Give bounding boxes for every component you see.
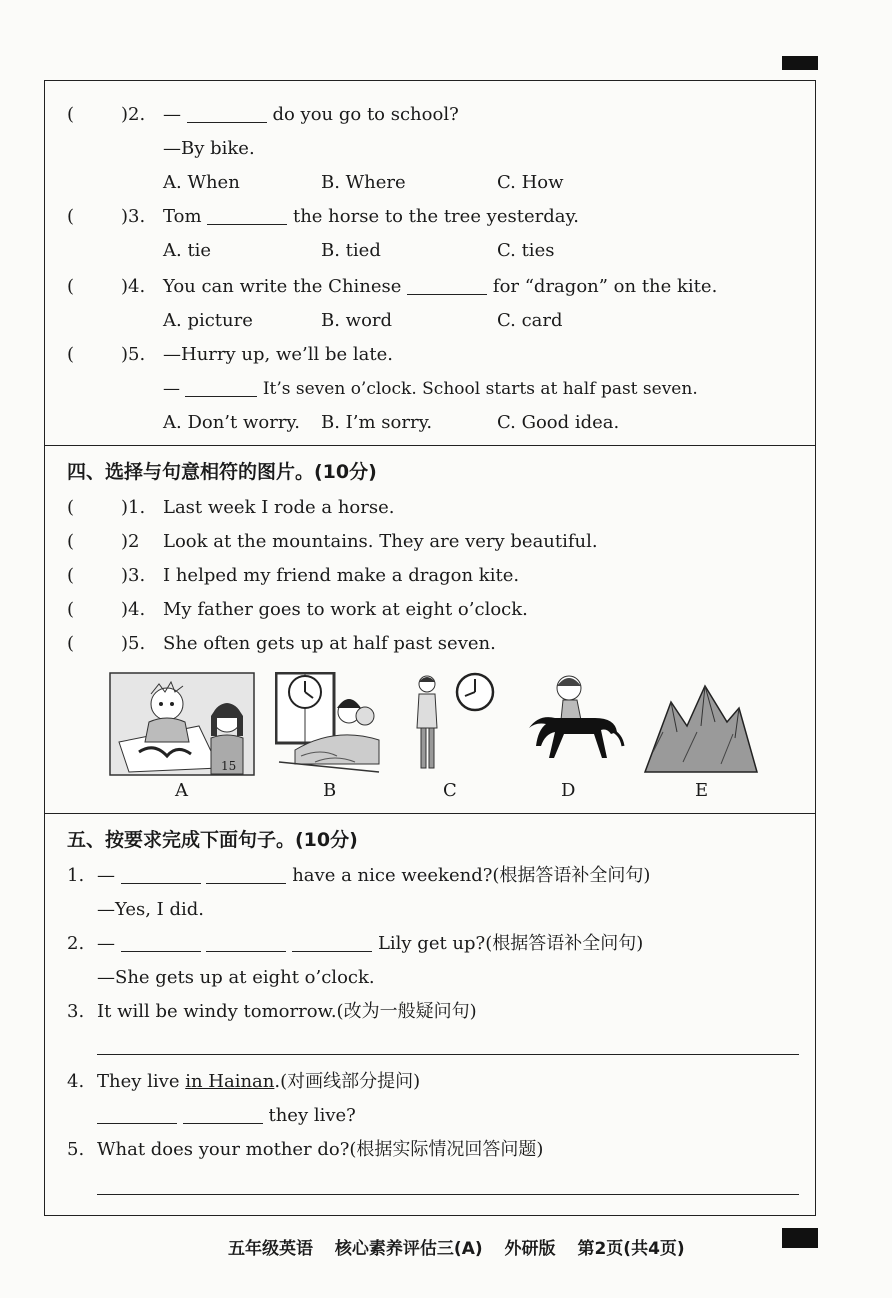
option-a[interactable]: A. Don’t worry. [163,412,300,433]
list-item: ( )3. I helped my friend make a dragon kite. [67,565,520,586]
list-item: ( )5. She often gets up at half past seven. [67,633,496,654]
exam-frame [44,80,816,1216]
man-with-clock-picture [411,672,497,776]
option-c[interactable]: C. ties [497,240,555,261]
horse-riding-picture [515,672,625,776]
option-c[interactable]: C. How [497,172,564,193]
options-3-4 [45,307,815,335]
question-5-3: 3. It will be windy tomorrow.(改为一般疑问句) [67,1001,477,1022]
underlined-phrase: in Hainan [185,1071,275,1092]
footer-grade: 五年级英语 [228,1239,313,1259]
option-c[interactable]: C. card [497,310,563,331]
list-item: ( )2 Look at the mountains. They are very beautiful. [67,531,598,552]
svg-text:15: 15 [221,759,237,773]
section-5-title: 五、按要求完成下面句子。(10分) [67,829,358,851]
footer-edition: 外研版 [504,1239,556,1259]
question-3-4: ( )4. You can write the Chinese for “dragon” on the kite. [67,276,718,297]
section-4-title: 四、选择与句意相符的图片。(10分) [67,461,377,483]
answer-blank[interactable] [185,376,257,397]
answer-line[interactable] [97,1054,799,1055]
question-5-2: 2. — Lily get up?(根据答语补全问句) [67,933,644,954]
footer-page-number: 第2页(共4页) [577,1239,685,1259]
answer-line[interactable] [97,1194,799,1195]
kite-making-picture [109,672,255,776]
options-3-2 [45,169,815,197]
answer-blank[interactable] [183,1103,263,1124]
list-item: ( )4. My father goes to work at eight o’clock. [67,599,528,620]
option-b[interactable]: B. tied [321,240,381,261]
option-c[interactable]: C. Good idea. [497,412,620,433]
question-3-5: ( )5. —Hurry up, we’ll be late. [67,344,393,365]
question-3-3: ( )3. Tom the horse to the tree yesterday. [67,206,579,227]
answer-blank[interactable] [187,102,267,123]
corner-mark-bottom [782,1228,818,1248]
mountains-picture [643,672,759,776]
option-b[interactable]: B. word [321,310,393,331]
picture-label-b: B [323,780,337,801]
picture-label-d: D [561,780,576,801]
option-b[interactable]: B. I’m sorry. [321,412,433,433]
answer-blank[interactable] [97,1103,177,1124]
answer-blank[interactable] [407,274,487,295]
option-a[interactable]: A. When [163,172,240,193]
options-3-5 [45,409,815,437]
question-3-2: ( )2. — do you go to school? [67,104,459,125]
reply-3-5: — It’s seven o’clock. School starts at half past seven. [45,375,815,403]
answer-blank[interactable] [206,931,286,952]
list-item: ( )1. Last week I rode a horse. [67,497,395,518]
picture-label-c: C [443,780,457,801]
section-5: 五、按要求完成下面句子。(10分) 1. — have a nice weekend?(根据答语补全问句) —Yes, I did. 2. — Lily get up?(根据答语补全问句) —She gets up at eight o’clock. 3. It will be windy tomorrow.(改为一般疑问句) 4. They live in Hainan.(对画线部分提问) they live? 5. What does your mother do?(根据实际情况回答问题) [45,813,815,1218]
answer-blank[interactable] [121,931,201,952]
answer-blank[interactable] [206,863,286,884]
question-5-5: 5. What does your mother do?(根据实际情况回答问题) [67,1139,544,1160]
question-5-4: 4. They live in Hainan.(对画线部分提问) [67,1071,421,1092]
option-b[interactable]: B. Where [321,172,406,193]
picture-row [45,672,815,801]
answer-blank[interactable] [292,931,372,952]
question-5-1: 1. — have a nice weekend?(根据答语补全问句) [67,865,651,886]
options-3-3 [45,237,815,265]
answer-blank[interactable] [207,204,287,225]
section-3: ( )2. — do you go to school? —By bike. A. When B. Where C. How ( )3. Tom the horse to the tree yesterday. A. tie B. tied C. ties ( )4. You can write the Chinese for “dragon” on the kite. A. picture B. word C. card ( )5. —Hurry up, we’ll be late. — It’s seven o’clock. School starts at half past seven. A. Don’t worry. B. I’m sorry. C. Good idea. [45,81,815,445]
answer-5-4: they live? [45,1102,815,1130]
girl-waking-picture [275,672,383,776]
answer-blank[interactable] [121,863,201,884]
option-a[interactable]: A. tie [163,240,212,261]
option-a[interactable]: A. picture [163,310,253,331]
picture-label-e: E [695,780,709,801]
picture-label-a: A [175,780,188,801]
footer-assessment: 核心素养评估三(A) [334,1239,483,1259]
corner-mark-top [782,56,818,70]
section-4 [45,445,815,814]
page-footer [228,1234,701,1259]
